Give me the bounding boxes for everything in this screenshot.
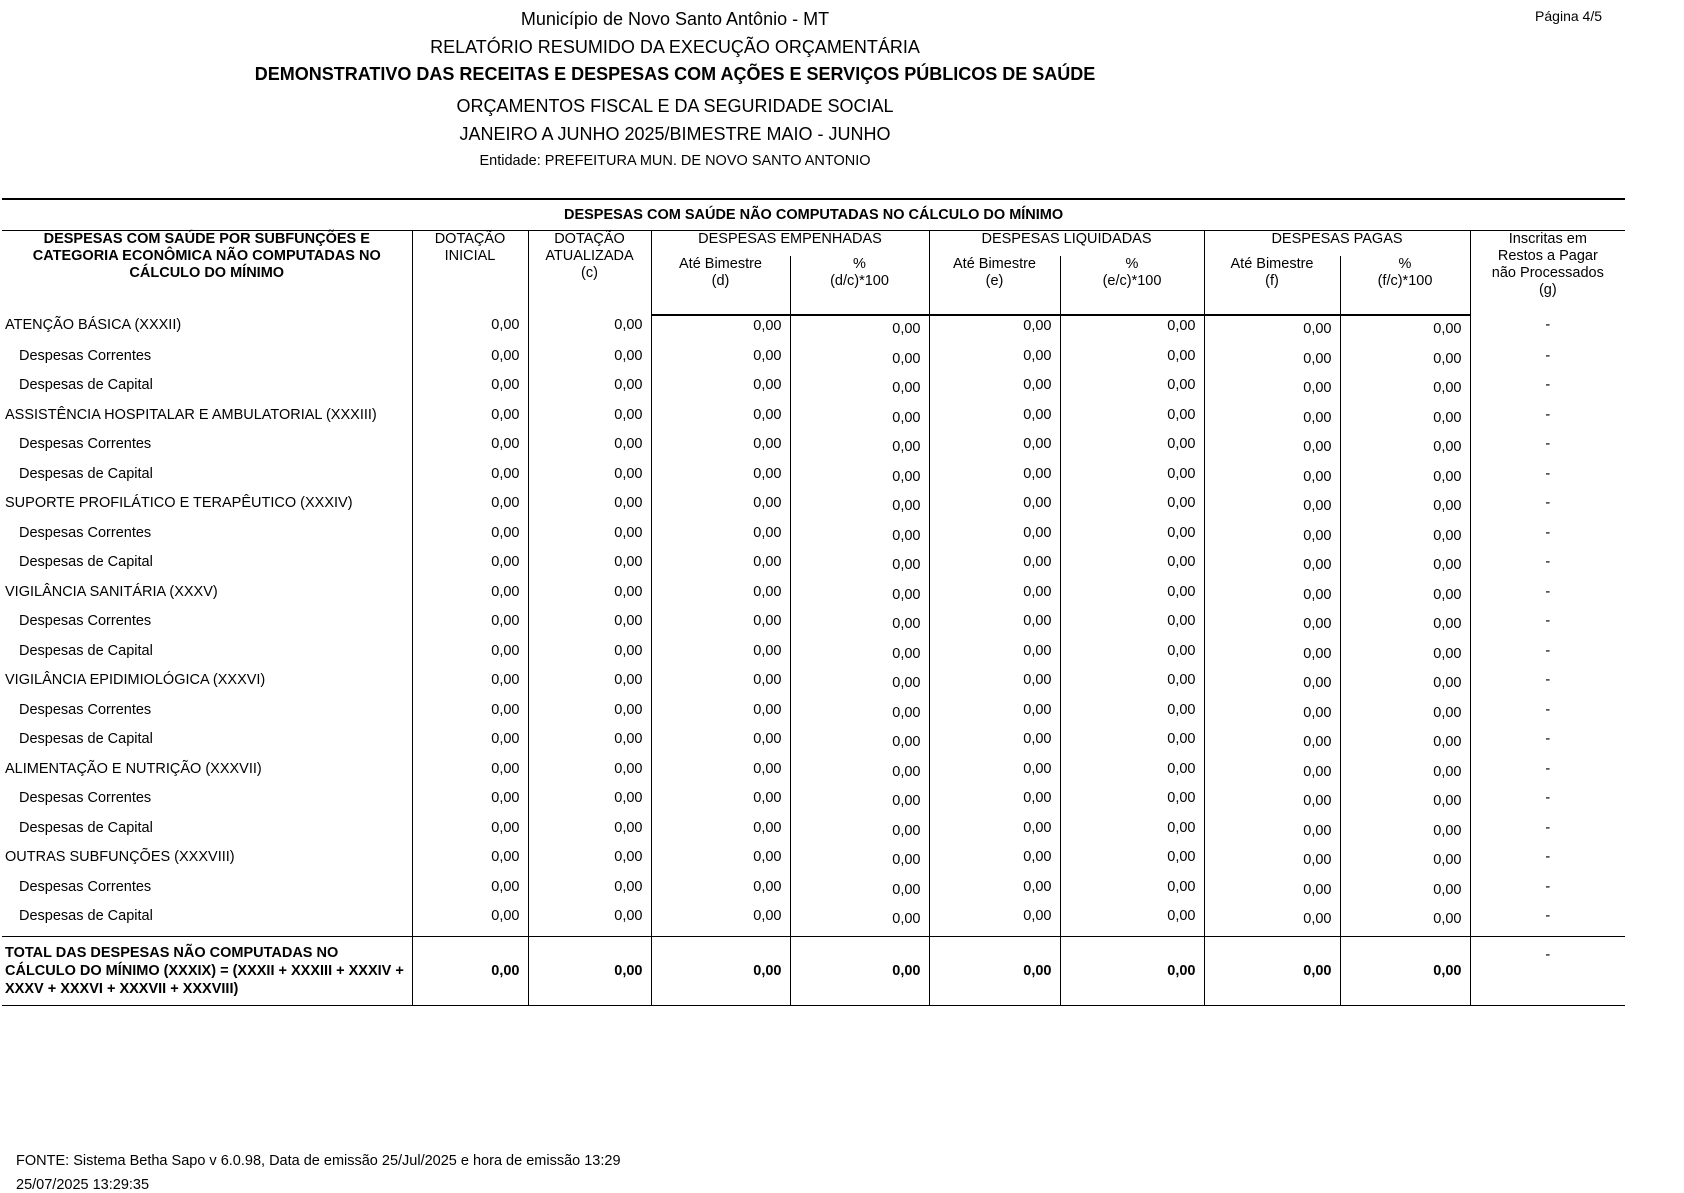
row-label: Despesas de Capital	[2, 464, 412, 494]
cell-dotacao-inicial: 0,00	[412, 847, 528, 877]
cell-dotacao-inicial: 0,00	[412, 788, 528, 818]
expenses-table	[2, 198, 1625, 1006]
cell-dotacao-inicial: 0,00	[412, 759, 528, 789]
table-body	[2, 315, 1625, 936]
cell-pagas-ate: 0,00	[1204, 759, 1340, 789]
total-row	[2, 936, 1625, 1005]
cell-empenhadas-ate: 0,00	[651, 523, 790, 553]
cell-pagas-pct: 0,00	[1340, 847, 1470, 877]
col-header-dotacao-inicial-line1: DOTAÇÃO	[434, 231, 506, 247]
cell-pagas-ate: 0,00	[1204, 788, 1340, 818]
group-header-empenhadas: DESPESAS EMPENHADAS	[651, 231, 929, 257]
cell-empenhadas-ate: 0,00	[651, 582, 790, 612]
cell-empenhadas-pct: 0,00	[790, 906, 929, 936]
entity-name: Entidade: PREFEITURA MUN. DE NOVO SANTO ANTONIO	[479, 153, 871, 169]
row-label: Despesas Correntes	[2, 788, 412, 818]
cell-pagas-pct: 0,00	[1340, 906, 1470, 936]
cell-inscritas: -	[1545, 465, 1551, 482]
cell-liquidadas-ate: 0,00	[929, 847, 1060, 877]
cell-dotacao-atualizada: 0,00	[528, 906, 651, 936]
cell-empenhadas-pct: 0,00	[790, 346, 929, 376]
cell-dotacao-inicial: 0,00	[412, 523, 528, 553]
group-header-pagas: DESPESAS PAGAS	[1204, 231, 1470, 257]
cell-dotacao-inicial: 0,00	[412, 375, 528, 405]
cell-pagas-ate: 0,00	[1204, 670, 1340, 700]
cell-liquidadas-pct: 0,00	[1060, 375, 1204, 405]
row-label: OUTRAS SUBFUNÇÕES (XXXVIII)	[2, 847, 412, 877]
cell-liquidadas-ate: 0,00	[929, 641, 1060, 671]
cell-empenhadas-pct: 0,00	[790, 582, 929, 612]
total-dotacao-atualizada: 0,00	[528, 936, 651, 1005]
row-label: Despesas de Capital	[2, 641, 412, 671]
table-title: DESPESAS COM SAÚDE NÃO COMPUTADAS NO CÁLCULO DO MÍNIMO	[2, 199, 1625, 231]
cell-liquidadas-pct: 0,00	[1060, 434, 1204, 464]
footer-timestamp: 25/07/2025 13:29:35	[16, 1177, 150, 1193]
cell-dotacao-atualizada: 0,00	[528, 582, 651, 612]
table-row	[2, 700, 1625, 730]
total-inscritas: -	[1470, 936, 1625, 1005]
row-label: Despesas de Capital	[2, 375, 412, 405]
cell-pagas-ate: 0,00	[1204, 346, 1340, 376]
cell-dotacao-inicial: 0,00	[412, 729, 528, 759]
row-label: ATENÇÃO BÁSICA (XXXII)	[2, 315, 412, 346]
cell-empenhadas-pct: 0,00	[790, 523, 929, 553]
col-header-liquidadas-pct	[1060, 256, 1204, 315]
row-label: Despesas de Capital	[2, 552, 412, 582]
cell-liquidadas-ate: 0,00	[929, 552, 1060, 582]
total-label: TOTAL DAS DESPESAS NÃO COMPUTADAS NO CÁLCULO DO MÍNIMO (XXXIX) = (XXXII + XXXIII + XXXIV + XXXV + XXXVI + XXXVII + XXXVIII)	[2, 936, 412, 1005]
table-row	[2, 759, 1625, 789]
cell-empenhadas-ate: 0,00	[651, 670, 790, 700]
cell-empenhadas-ate: 0,00	[651, 729, 790, 759]
cell-pagas-ate: 0,00	[1204, 818, 1340, 848]
cell-dotacao-inicial: 0,00	[412, 493, 528, 523]
total-empenhadas-ate: 0,00	[651, 936, 790, 1005]
cell-empenhadas-ate: 0,00	[651, 611, 790, 641]
cell-inscritas: -	[1545, 701, 1551, 718]
cell-pagas-ate: 0,00	[1204, 375, 1340, 405]
cell-empenhadas-ate: 0,00	[651, 847, 790, 877]
cell-dotacao-atualizada: 0,00	[528, 552, 651, 582]
cell-pagas-pct: 0,00	[1340, 523, 1470, 553]
table-row	[2, 611, 1625, 641]
cell-empenhadas-pct: 0,00	[790, 405, 929, 435]
cell-liquidadas-pct: 0,00	[1060, 670, 1204, 700]
cell-dotacao-atualizada: 0,00	[528, 493, 651, 523]
cell-dotacao-inicial: 0,00	[412, 700, 528, 730]
cell-pagas-ate: 0,00	[1204, 582, 1340, 612]
cell-dotacao-atualizada: 0,00	[528, 434, 651, 464]
cell-inscritas: -	[1545, 406, 1551, 423]
cell-pagas-pct: 0,00	[1340, 464, 1470, 494]
col-header-dotacao-inicial	[412, 231, 528, 316]
cell-liquidadas-ate: 0,00	[929, 877, 1060, 907]
cell-dotacao-atualizada: 0,00	[528, 818, 651, 848]
cell-pagas-ate: 0,00	[1204, 611, 1340, 641]
cell-empenhadas-ate: 0,00	[651, 641, 790, 671]
row-label: Despesas Correntes	[2, 611, 412, 641]
cell-liquidadas-ate: 0,00	[929, 434, 1060, 464]
col-header-sub-code: (d)	[711, 273, 730, 289]
cell-empenhadas-pct: 0,00	[790, 375, 929, 405]
cell-empenhadas-pct: 0,00	[790, 788, 929, 818]
cell-dotacao-atualizada: 0,00	[528, 405, 651, 435]
cell-dotacao-inicial: 0,00	[412, 670, 528, 700]
cell-dotacao-atualizada: 0,00	[528, 700, 651, 730]
cell-empenhadas-pct: 0,00	[790, 729, 929, 759]
cell-pagas-pct: 0,00	[1340, 670, 1470, 700]
cell-liquidadas-ate: 0,00	[929, 670, 1060, 700]
cell-empenhadas-pct: 0,00	[790, 464, 929, 494]
cell-inscritas: -	[1545, 524, 1551, 541]
table-row	[2, 847, 1625, 877]
cell-inscritas: -	[1545, 819, 1551, 836]
cell-liquidadas-ate: 0,00	[929, 729, 1060, 759]
cell-liquidadas-ate: 0,00	[929, 523, 1060, 553]
cell-liquidadas-ate: 0,00	[929, 700, 1060, 730]
cell-liquidadas-ate: 0,00	[929, 405, 1060, 435]
cell-pagas-ate: 0,00	[1204, 315, 1340, 346]
table-row	[2, 670, 1625, 700]
cell-inscritas: -	[1545, 347, 1551, 364]
cell-inscritas: -	[1545, 495, 1551, 511]
municipality-title: Município de Novo Santo Antônio - MT	[520, 9, 830, 29]
cell-empenhadas-ate: 0,00	[651, 375, 790, 405]
cell-liquidadas-pct: 0,00	[1060, 523, 1204, 553]
col-header-sub-label: %	[1125, 256, 1139, 272]
table-row	[2, 877, 1625, 907]
col-header-inscritas	[1470, 231, 1625, 316]
cell-pagas-pct: 0,00	[1340, 346, 1470, 376]
cell-pagas-pct: 0,00	[1340, 877, 1470, 907]
cell-pagas-ate: 0,00	[1204, 847, 1340, 877]
table-row	[2, 464, 1625, 494]
cell-empenhadas-pct: 0,00	[790, 611, 929, 641]
cell-pagas-pct: 0,00	[1340, 375, 1470, 405]
total-dotacao-inicial: 0,00	[412, 936, 528, 1005]
table-row	[2, 523, 1625, 553]
cell-liquidadas-ate: 0,00	[929, 346, 1060, 376]
cell-pagas-pct: 0,00	[1340, 434, 1470, 464]
cell-dotacao-inicial: 0,00	[412, 405, 528, 435]
footer-source: FONTE: Sistema Betha Sapo v 6.0.98, Data de emissão 25/Jul/2025 e hora de emissão 13:29	[16, 1153, 621, 1169]
total-empenhadas-pct: 0,00	[790, 936, 929, 1005]
cell-liquidadas-pct: 0,00	[1060, 582, 1204, 612]
row-label: ALIMENTAÇÃO E NUTRIÇÃO (XXXVII)	[2, 759, 412, 789]
cell-dotacao-atualizada: 0,00	[528, 523, 651, 553]
total-pagas-ate: 0,00	[1204, 936, 1340, 1005]
cell-empenhadas-ate: 0,00	[651, 434, 790, 464]
cell-dotacao-inicial: 0,00	[412, 818, 528, 848]
row-label: Despesas de Capital	[2, 818, 412, 848]
cell-inscritas: -	[1545, 760, 1551, 777]
cell-liquidadas-pct: 0,00	[1060, 818, 1204, 848]
cell-empenhadas-pct: 0,00	[790, 759, 929, 789]
col-header-sub-code: (f)	[1265, 273, 1279, 289]
col-header-sub-label: Até Bimestre	[953, 256, 1036, 272]
table-row	[2, 315, 1625, 346]
report-title: RELATÓRIO RESUMIDO DA EXECUÇÃO ORÇAMENTÁRIA	[430, 37, 920, 57]
cell-pagas-pct: 0,00	[1340, 611, 1470, 641]
table-row	[2, 582, 1625, 612]
table-row	[2, 906, 1625, 936]
cell-pagas-pct: 0,00	[1340, 582, 1470, 612]
cell-dotacao-inicial: 0,00	[412, 464, 528, 494]
total-pagas-pct: 0,00	[1340, 936, 1470, 1005]
col-header-liquidadas-ate	[929, 256, 1060, 315]
cell-empenhadas-ate: 0,00	[651, 818, 790, 848]
cell-pagas-ate: 0,00	[1204, 700, 1340, 730]
cell-dotacao-inicial: 0,00	[412, 906, 528, 936]
cell-pagas-ate: 0,00	[1204, 405, 1340, 435]
cell-liquidadas-pct: 0,00	[1060, 759, 1204, 789]
cell-liquidadas-ate: 0,00	[929, 906, 1060, 936]
cell-liquidadas-pct: 0,00	[1060, 788, 1204, 818]
cell-pagas-ate: 0,00	[1204, 552, 1340, 582]
cell-pagas-pct: 0,00	[1340, 700, 1470, 730]
table-row	[2, 493, 1625, 523]
row-label: ASSISTÊNCIA HOSPITALAR E AMBULATORIAL (XXXIII)	[2, 405, 412, 435]
col-header-sub-label: %	[1398, 256, 1412, 272]
col-header-inscritas-line3: não Processados	[1491, 265, 1604, 281]
cell-inscritas: -	[1545, 731, 1551, 747]
cell-dotacao-atualizada: 0,00	[528, 641, 651, 671]
cell-liquidadas-pct: 0,00	[1060, 906, 1204, 936]
cell-dotacao-inicial: 0,00	[412, 877, 528, 907]
col-header-pagas-ate	[1204, 256, 1340, 315]
cell-empenhadas-ate: 0,00	[651, 877, 790, 907]
cell-dotacao-atualizada: 0,00	[528, 729, 651, 759]
row-label: Despesas Correntes	[2, 434, 412, 464]
cell-empenhadas-ate: 0,00	[651, 788, 790, 818]
cell-liquidadas-ate: 0,00	[929, 493, 1060, 523]
cell-pagas-ate: 0,00	[1204, 906, 1340, 936]
cell-liquidadas-pct: 0,00	[1060, 729, 1204, 759]
cell-empenhadas-ate: 0,00	[651, 405, 790, 435]
col-header-sub-code: (d/c)*100	[830, 273, 889, 289]
col-header-category: DESPESAS COM SAÚDE POR SUBFUNÇÕES E CATEGORIA ECONÔMICA NÃO COMPUTADAS NO CÁLCULO DO MÍNIMO	[2, 231, 412, 316]
table-row	[2, 729, 1625, 759]
cell-liquidadas-pct: 0,00	[1060, 315, 1204, 346]
cell-inscritas: -	[1545, 554, 1551, 570]
cell-dotacao-atualizada: 0,00	[528, 611, 651, 641]
cell-pagas-pct: 0,00	[1340, 641, 1470, 671]
cell-inscritas: -	[1545, 642, 1551, 659]
cell-pagas-ate: 0,00	[1204, 434, 1340, 464]
cell-liquidadas-pct: 0,00	[1060, 346, 1204, 376]
cell-dotacao-atualizada: 0,00	[528, 315, 651, 346]
row-label: Despesas de Capital	[2, 906, 412, 936]
cell-liquidadas-ate: 0,00	[929, 315, 1060, 346]
row-label: VIGILÂNCIA SANITÁRIA (XXXV)	[2, 582, 412, 612]
cell-dotacao-atualizada: 0,00	[528, 847, 651, 877]
cell-liquidadas-ate: 0,00	[929, 788, 1060, 818]
cell-pagas-ate: 0,00	[1204, 877, 1340, 907]
cell-pagas-pct: 0,00	[1340, 788, 1470, 818]
cell-pagas-pct: 0,00	[1340, 493, 1470, 523]
cell-liquidadas-pct: 0,00	[1060, 552, 1204, 582]
cell-empenhadas-ate: 0,00	[651, 346, 790, 376]
col-header-empenhadas-ate	[651, 256, 790, 315]
col-header-pagas-pct	[1340, 256, 1470, 315]
table-row	[2, 641, 1625, 671]
cell-empenhadas-ate: 0,00	[651, 552, 790, 582]
cell-empenhadas-pct: 0,00	[790, 877, 929, 907]
group-header-liquidadas: DESPESAS LIQUIDADAS	[929, 231, 1204, 257]
cell-liquidadas-pct: 0,00	[1060, 877, 1204, 907]
cell-empenhadas-pct: 0,00	[790, 641, 929, 671]
cell-liquidadas-pct: 0,00	[1060, 464, 1204, 494]
col-header-dotacao-atualizada-line1: DOTAÇÃO	[554, 231, 625, 247]
cell-dotacao-atualizada: 0,00	[528, 788, 651, 818]
cell-pagas-ate: 0,00	[1204, 729, 1340, 759]
col-header-sub-code: (e)	[985, 273, 1004, 289]
cell-inscritas: -	[1545, 908, 1551, 924]
table-row	[2, 375, 1625, 405]
cell-pagas-ate: 0,00	[1204, 641, 1340, 671]
cell-liquidadas-ate: 0,00	[929, 759, 1060, 789]
cell-liquidadas-ate: 0,00	[929, 611, 1060, 641]
col-header-sub-label: %	[853, 256, 866, 272]
cell-pagas-pct: 0,00	[1340, 729, 1470, 759]
row-label: Despesas Correntes	[2, 523, 412, 553]
cell-liquidadas-ate: 0,00	[929, 375, 1060, 405]
col-header-sub-code: (e/c)*100	[1102, 273, 1162, 289]
total-liquidadas-ate: 0,00	[929, 936, 1060, 1005]
cell-empenhadas-pct: 0,00	[790, 700, 929, 730]
cell-dotacao-inicial: 0,00	[412, 315, 528, 346]
cell-pagas-pct: 0,00	[1340, 818, 1470, 848]
cell-dotacao-inicial: 0,00	[412, 641, 528, 671]
cell-dotacao-atualizada: 0,00	[528, 464, 651, 494]
row-label: Despesas Correntes	[2, 877, 412, 907]
cell-inscritas: -	[1545, 672, 1551, 688]
col-header-sub-code: (f/c)*100	[1377, 273, 1433, 289]
cell-empenhadas-ate: 0,00	[651, 493, 790, 523]
cell-dotacao-atualizada: 0,00	[528, 375, 651, 405]
cell-empenhadas-ate: 0,00	[651, 759, 790, 789]
budget-scope: ORÇAMENTOS FISCAL E DA SEGURIDADE SOCIAL	[456, 96, 894, 116]
cell-liquidadas-ate: 0,00	[929, 464, 1060, 494]
col-header-dotacao-atualizada-line2: ATUALIZADA	[545, 248, 634, 264]
cell-dotacao-atualizada: 0,00	[528, 759, 651, 789]
cell-inscritas: -	[1545, 849, 1551, 865]
cell-dotacao-inicial: 0,00	[412, 611, 528, 641]
cell-dotacao-inicial: 0,00	[412, 434, 528, 464]
col-header-inscritas-line1: Inscritas em	[1508, 231, 1587, 247]
cell-empenhadas-pct: 0,00	[790, 818, 929, 848]
cell-liquidadas-pct: 0,00	[1060, 700, 1204, 730]
cell-dotacao-atualizada: 0,00	[528, 346, 651, 376]
cell-dotacao-inicial: 0,00	[412, 552, 528, 582]
cell-liquidadas-pct: 0,00	[1060, 847, 1204, 877]
col-header-dotacao-inicial-line2: INICIAL	[444, 248, 496, 264]
col-header-inscritas-line2: Restos a Pagar	[1497, 248, 1598, 264]
row-label: Despesas de Capital	[2, 729, 412, 759]
cell-inscritas: -	[1545, 790, 1551, 806]
statement-title: DEMONSTRATIVO DAS RECEITAS E DESPESAS COM AÇÕES E SERVIÇOS PÚBLICOS DE SAÚDE	[254, 64, 1096, 84]
cell-pagas-pct: 0,00	[1340, 315, 1470, 346]
cell-pagas-pct: 0,00	[1340, 405, 1470, 435]
row-label: SUPORTE PROFILÁTICO E TERAPÊUTICO (XXXIV)	[2, 493, 412, 523]
cell-liquidadas-pct: 0,00	[1060, 493, 1204, 523]
cell-pagas-ate: 0,00	[1204, 464, 1340, 494]
cell-pagas-ate: 0,00	[1204, 523, 1340, 553]
cell-empenhadas-pct: 0,00	[790, 670, 929, 700]
cell-empenhadas-pct: 0,00	[790, 493, 929, 523]
col-header-sub-label: Até Bimestre	[679, 256, 762, 272]
cell-empenhadas-pct: 0,00	[790, 434, 929, 464]
cell-empenhadas-pct: 0,00	[790, 847, 929, 877]
cell-pagas-pct: 0,00	[1340, 759, 1470, 789]
table-row	[2, 434, 1625, 464]
col-header-sub-label: Até Bimestre	[1230, 256, 1314, 272]
cell-dotacao-inicial: 0,00	[412, 346, 528, 376]
cell-dotacao-atualizada: 0,00	[528, 877, 651, 907]
cell-empenhadas-pct: 0,00	[790, 552, 929, 582]
cell-inscritas: -	[1545, 583, 1551, 600]
total-liquidadas-pct: 0,00	[1060, 936, 1204, 1005]
cell-dotacao-inicial: 0,00	[412, 582, 528, 612]
report-period: JANEIRO A JUNHO 2025/BIMESTRE MAIO - JUNHO	[459, 124, 891, 144]
col-header-dotacao-atualizada	[528, 231, 651, 316]
cell-dotacao-atualizada: 0,00	[528, 670, 651, 700]
cell-empenhadas-ate: 0,00	[651, 906, 790, 936]
table-row	[2, 552, 1625, 582]
cell-inscritas: -	[1545, 878, 1551, 895]
cell-liquidadas-pct: 0,00	[1060, 641, 1204, 671]
cell-inscritas: -	[1545, 436, 1551, 452]
row-label: Despesas Correntes	[2, 346, 412, 376]
row-label: Despesas Correntes	[2, 700, 412, 730]
table-total	[2, 936, 1625, 1005]
col-header-empenhadas-pct	[790, 256, 929, 315]
cell-liquidadas-ate: 0,00	[929, 582, 1060, 612]
cell-liquidadas-ate: 0,00	[929, 818, 1060, 848]
cell-empenhadas-pct: 0,00	[790, 315, 929, 346]
col-header-inscritas-line4: (g)	[1538, 282, 1557, 298]
cell-pagas-ate: 0,00	[1204, 493, 1340, 523]
cell-liquidadas-pct: 0,00	[1060, 611, 1204, 641]
table-row	[2, 405, 1625, 435]
row-label: VIGILÂNCIA EPIDIMIOLÓGICA (XXXVI)	[2, 670, 412, 700]
cell-inscritas: -	[1545, 613, 1551, 629]
cell-empenhadas-ate: 0,00	[651, 315, 790, 346]
cell-empenhadas-ate: 0,00	[651, 464, 790, 494]
table-row	[2, 346, 1625, 376]
table-row	[2, 818, 1625, 848]
cell-inscritas: -	[1545, 377, 1551, 393]
table-row	[2, 788, 1625, 818]
cell-pagas-pct: 0,00	[1340, 552, 1470, 582]
cell-liquidadas-pct: 0,00	[1060, 405, 1204, 435]
cell-empenhadas-ate: 0,00	[651, 700, 790, 730]
page-number: Página 4/5	[1535, 8, 1602, 24]
col-header-dotacao-atualizada-line3: (c)	[581, 265, 598, 281]
cell-inscritas: -	[1545, 317, 1551, 333]
